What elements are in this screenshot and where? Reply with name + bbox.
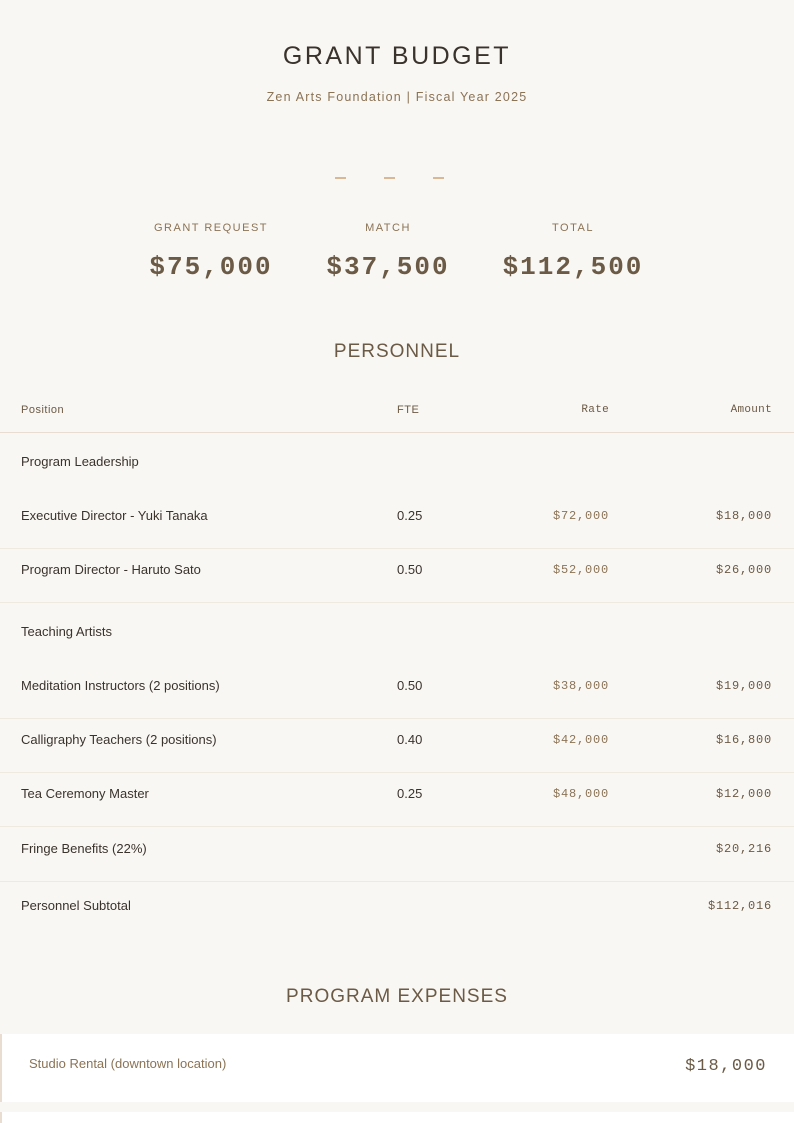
- table-row: [0, 773, 794, 827]
- rate-cell: $72,000: [552, 509, 609, 523]
- dash-icon: [384, 177, 395, 179]
- expense-value: $18,000: [685, 1057, 767, 1076]
- page-title: GRANT BUDGET: [282, 42, 512, 70]
- fte-cell: 0.50: [397, 562, 423, 577]
- dash-icon: [335, 177, 346, 179]
- position-cell: Fringe Benefits (22%): [21, 841, 147, 856]
- category-row: [0, 611, 794, 665]
- summary-value: $112,500: [502, 252, 644, 282]
- fte-cell: 0.50: [397, 678, 423, 693]
- summary-value: $37,500: [326, 252, 450, 282]
- summary-label: GRANT REQUEST: [153, 222, 269, 234]
- column-header-rate: Rate: [581, 404, 609, 416]
- position-cell: Calligraphy Teachers (2 positions): [21, 732, 217, 747]
- category-label: Teaching Artists: [21, 624, 113, 639]
- program-expenses-section-title: PROGRAM EXPENSES: [286, 986, 508, 1007]
- summary-value: $75,000: [149, 252, 273, 282]
- amount-cell: $18,000: [715, 509, 772, 523]
- column-header-position: Position: [21, 404, 65, 416]
- subtotal-row: [0, 885, 794, 939]
- table-row: [0, 549, 794, 603]
- position-cell: Meditation Instructors (2 positions): [21, 678, 220, 693]
- table-row: [0, 719, 794, 773]
- position-cell: Executive Director - Yuki Tanaka: [21, 508, 208, 523]
- expense-label: Studio Rental (downtown location): [29, 1056, 227, 1071]
- expense-item: [0, 1034, 794, 1102]
- rate-cell: $52,000: [552, 563, 609, 577]
- table-row: [0, 495, 794, 549]
- amount-cell: $16,800: [715, 733, 772, 747]
- fte-cell: 0.25: [397, 508, 423, 523]
- position-cell: Program Director - Haruto Sato: [21, 562, 201, 577]
- page-subtitle: Zen Arts Foundation | Fiscal Year 2025: [266, 90, 528, 104]
- fte-cell: 0.40: [397, 732, 423, 747]
- personnel-table-header: [0, 400, 794, 433]
- subtotal-label: Personnel Subtotal: [21, 898, 131, 913]
- summary-label: MATCH: [365, 222, 411, 234]
- summary-grant-request: [121, 222, 301, 282]
- rate-cell: $48,000: [552, 787, 609, 801]
- position-cell: Tea Ceremony Master: [21, 786, 149, 801]
- category-label: Program Leadership: [21, 454, 139, 469]
- rate-cell: $42,000: [552, 733, 609, 747]
- summary-match: [298, 222, 478, 282]
- rate-cell: $38,000: [552, 679, 609, 693]
- fte-cell: 0.25: [397, 786, 423, 801]
- category-row: [0, 441, 794, 495]
- column-header-fte: FTE: [397, 404, 420, 416]
- personnel-section-title: PERSONNEL: [333, 341, 461, 362]
- dash-icon: [433, 177, 444, 179]
- column-header-amount: Amount: [730, 404, 772, 416]
- fringe-row: [0, 828, 794, 882]
- amount-cell: $20,216: [715, 842, 772, 856]
- expense-item-partial: [0, 1112, 794, 1123]
- decorative-divider: [0, 177, 794, 179]
- summary-label: TOTAL: [552, 222, 594, 234]
- subtotal-amount: $112,016: [707, 899, 772, 913]
- amount-cell: $12,000: [715, 787, 772, 801]
- summary-total: [483, 222, 663, 282]
- amount-cell: $26,000: [715, 563, 772, 577]
- table-row: [0, 665, 794, 719]
- amount-cell: $19,000: [715, 679, 772, 693]
